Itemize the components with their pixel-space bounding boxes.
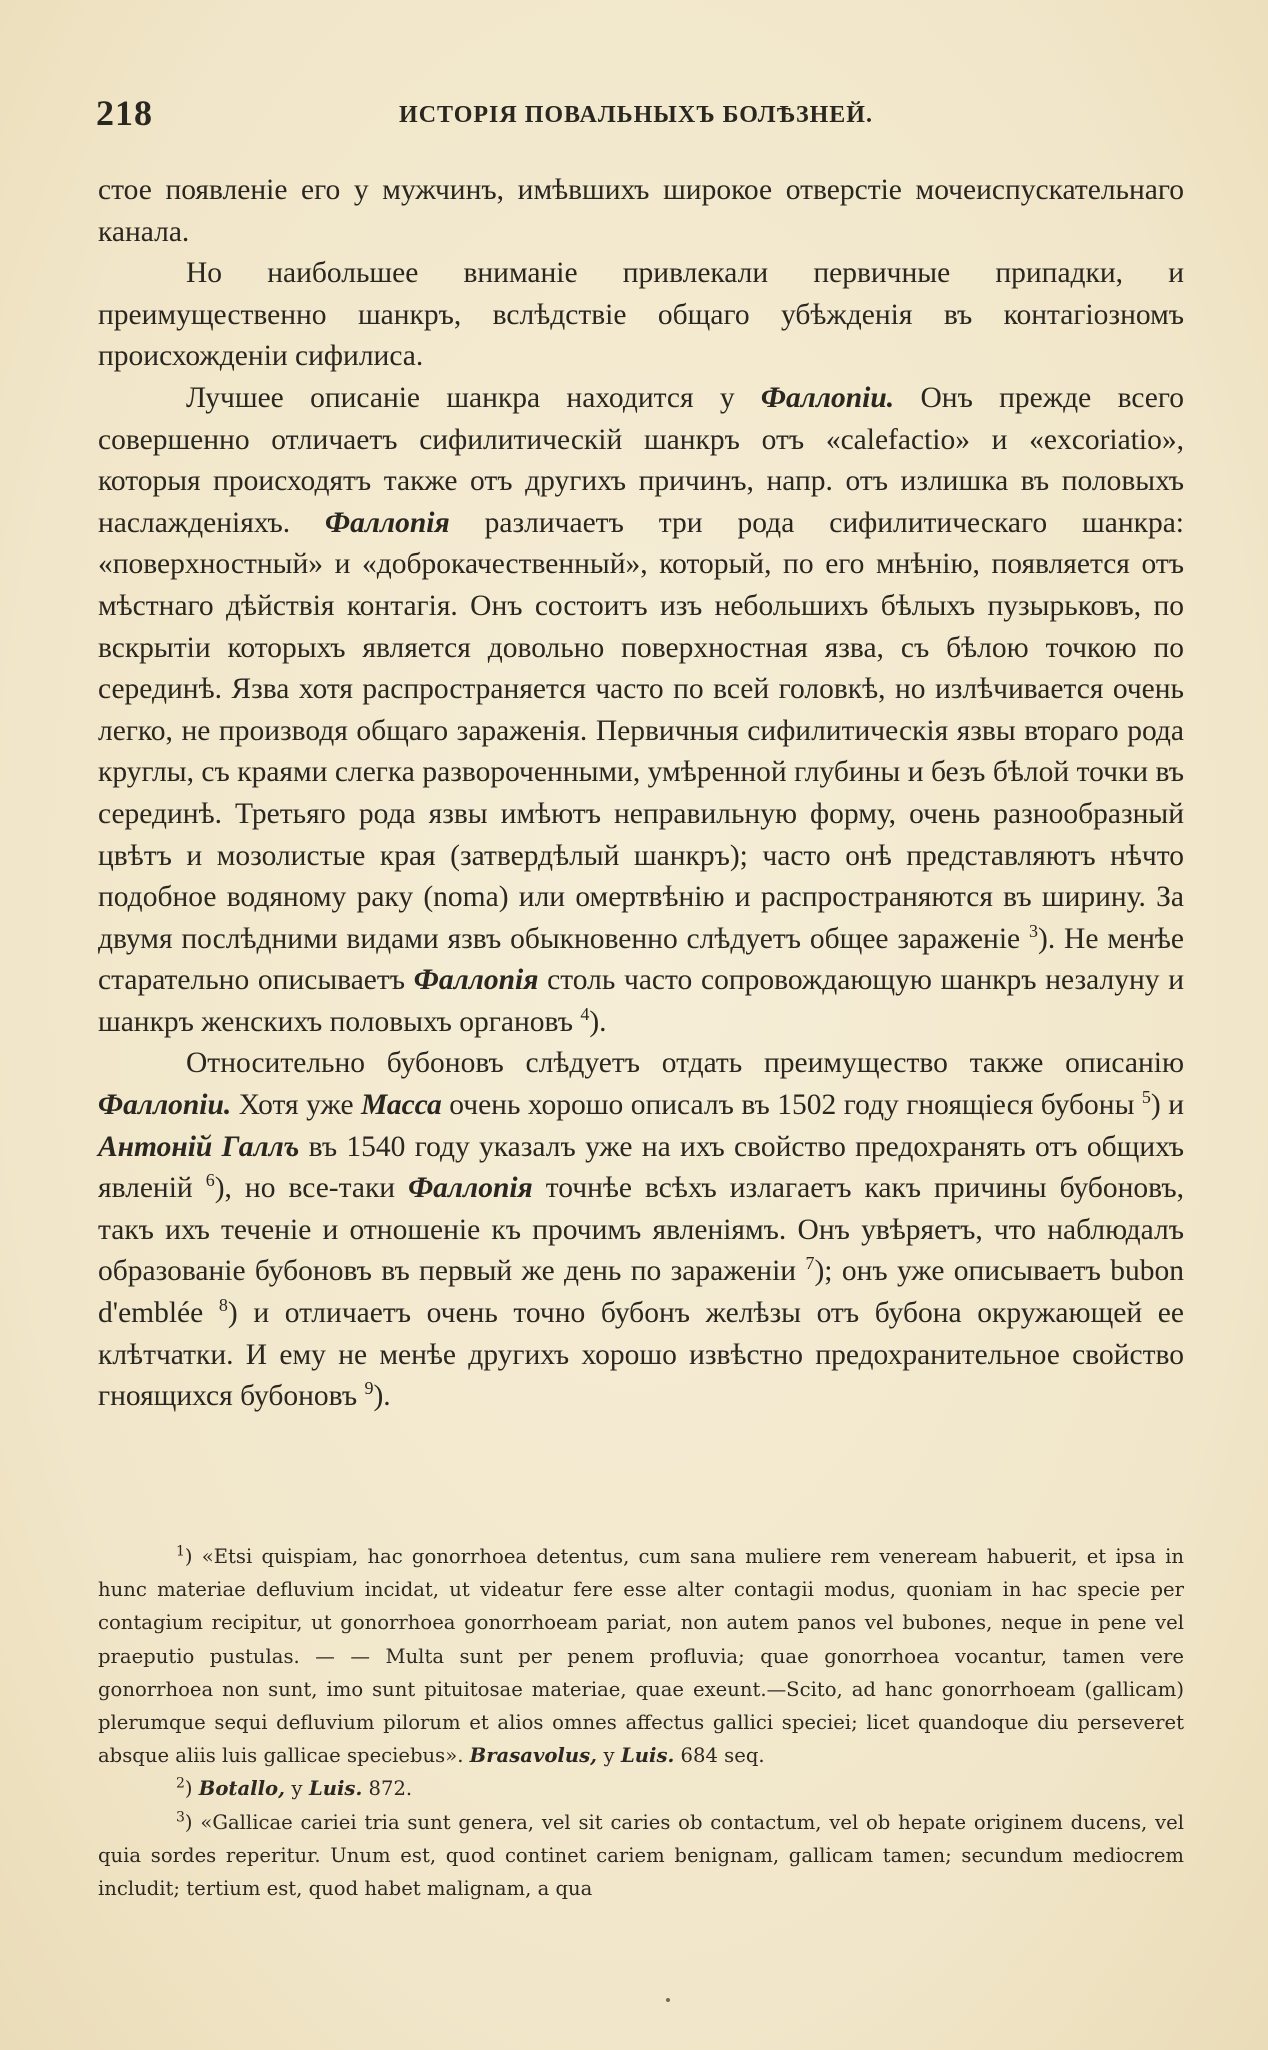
footnote-text: ) <box>184 1777 199 1801</box>
text-span: очень хорошо описалъ въ 1502 году гноящіеся бубоны <box>441 1089 1142 1122</box>
text-span: ). <box>589 1005 607 1038</box>
person-name: Фаллопія <box>413 964 539 997</box>
text-span: ) и <box>1150 1089 1184 1122</box>
footnote-number: 3 <box>176 1809 185 1826</box>
footnote-marker: 3 <box>1029 920 1038 941</box>
text-span: въ 1540 году указалъ уже на ихъ свойство предохранять отъ общихъ явленій <box>98 1130 1184 1205</box>
citation-source: Luis. <box>620 1744 675 1768</box>
footnote-text: 684 seq. <box>674 1744 765 1768</box>
footnote-marker: 7 <box>805 1253 815 1274</box>
footnote-number: 1 <box>176 1543 185 1560</box>
person-name: Фаллопіи. <box>760 381 895 414</box>
text-span: ). <box>373 1380 391 1413</box>
text-span: столь часто сопровождающую шанкръ незалуну и шанкръ женскихъ половыхъ органовъ <box>98 964 1184 1038</box>
text-span: ). Не менѣе старательно описываетъ <box>98 922 1184 997</box>
citation-source: Luis. <box>308 1777 363 1801</box>
text-span: различаетъ три рода сифилитическаго шанкра: «поверхностный» и «доброкачественный», который, по его мнѣнію, появляется отъ мѣстнаго дѣйствія контагія. Онъ состоитъ изъ небольшихъ бѣлыхъ пузырьковъ, по вскрытіи которыхъ является довольно поверхностная язва, съ бѣлою точкою по серединѣ. Язва хотя распространяется часто по всей головкѣ, но излѣчивается очень легко, не производя общаго зараженія. Первичныя сифилитическія язвы втораго рода круглы, съ краями слегка развороченными, умѣренной глубины и безъ бѣлой точки въ серединѣ. Третьяго рода язвы имѣютъ неправильную форму, очень разнообразный цвѣтъ и мозолистые края (затвердѣлый шанкръ); часто онѣ представляютъ нѣчто подобное водяному раку (noma) или омертвѣнію и распространяются въ ширину. За двумя послѣдними видами язвъ обыкновенно слѣдуетъ общее зараженіе <box>98 506 1184 955</box>
main-text <box>98 170 1184 1418</box>
footnote-text: у <box>596 1744 621 1768</box>
text-span: ), но все-таки <box>214 1172 409 1205</box>
footnote-marker: 9 <box>364 1378 374 1399</box>
running-title: ИСТОРІЯ ПОВАЛЬНЫХЪ БОЛѢЗНЕЙ. <box>399 102 873 128</box>
footnote-2 <box>98 1772 1184 1805</box>
citation-author: Brasavolus, <box>469 1744 597 1768</box>
person-name: Масса <box>361 1089 442 1122</box>
footnote-text: ) «Etsi quispiam, hac gonorrhoea detentus, cum sana muliere rem veneream habuerit, et ipsa in hunc materiae defluvium incidat, ut videatur fere esse alter contagii modus, quoniam in hac specie per contagium recipitur, ut gonorrhoea gonorrhoeam pariat, non autem panos vel bubones, neque in pene vel praeputio pustulas. — — Multa sunt per penem profluvia; quae gonorrhoea vocantur, tamen vere gonorrhoea non sunt, imo sunt pituitosae materiae, quae exeunt.—Scito, ad hanc gonorrhoeam (gallicam) plerumque sequi defluvium pilorum et alios omnes affectus gallici speciei; licet quandoque diu perseveret absque aliis luis gallicae speciebus». <box>98 1545 1184 1768</box>
person-name: Фаллопія <box>408 1172 533 1205</box>
person-name: Фаллопія <box>325 506 450 539</box>
text-span: ) и отличаетъ очень точно бубонъ желѣзы отъ бубона окружающей ее клѣтчатки. И ему не менѣе другихъ хорошо извѣстно предохранительное свойство гноящихся бубоновъ <box>98 1297 1184 1413</box>
text-span: Относительно бубоновъ слѣдуетъ отдать преимущество также описанію <box>186 1047 1184 1080</box>
paragraph-1: стое появленіе его у мужчинъ, имѣвшихъ широкое отверстіе мочеиспускательнаго канала. <box>98 174 1184 248</box>
text-span: Лучшее описаніе шанкра находится у <box>186 381 761 414</box>
text-span: Онъ прежде всего совершенно отличаетъ сифилитическій шанкръ отъ «calefactio» и «excoriatio», которыя происходятъ также отъ другихъ причинъ, напр. отъ излишка въ половыхъ наслажденіяхъ. <box>98 381 1184 539</box>
footnote-text: ) «Gallicae cariei tria sunt genera, vel sit caries ob contactum, vel ob hepate originem ducens, vel quia sordes reperitur. Unum est, quod continet cariem benignam, gallicam tamen; secundum mediocrem includit; tertium est, quod habet malignam, a qua <box>98 1810 1184 1901</box>
footnote-marker: 5 <box>1141 1087 1151 1108</box>
person-name: Антоній Галлъ <box>98 1130 300 1163</box>
footnote-marker: 6 <box>205 1170 215 1191</box>
ink-speck <box>666 1998 670 2002</box>
footnote-number: 2 <box>176 1775 185 1792</box>
text-span: Хотя уже <box>231 1089 362 1122</box>
footnote-marker: 8 <box>218 1295 228 1316</box>
text-span: точнѣе всѣхъ излагаетъ какъ причины бубоновъ, такъ ихъ теченіе и отношеніе къ прочимъ явленіямъ. Онъ увѣряетъ, что наблюдалъ образованіе бубоновъ въ первый же день по зараженіи <box>98 1172 1184 1288</box>
page-number: 218 <box>96 93 153 133</box>
page-header <box>96 92 1176 142</box>
footnotes <box>98 1540 1184 1905</box>
text-span: ); онъ уже описываетъ bubon d'emblée <box>98 1255 1184 1330</box>
footnote-text: 872. <box>362 1777 413 1801</box>
paragraph-3 <box>98 378 1184 1044</box>
person-name: Фаллопіи. <box>98 1089 232 1122</box>
footnote-marker: 4 <box>580 1004 590 1025</box>
paragraph-4 <box>98 1043 1184 1417</box>
paragraph-2: Но наибольшее вниманіе привлекали первичные припадки, и преимущественно шанкръ, вслѣдствіе общаго убѣжденія въ контагіозномъ происхожденіи сифилиса. <box>98 257 1184 373</box>
footnote-3 <box>98 1806 1184 1906</box>
footnote-text: у <box>284 1777 309 1801</box>
footnote-1 <box>98 1540 1184 1772</box>
citation-author: Botallo, <box>198 1777 285 1801</box>
